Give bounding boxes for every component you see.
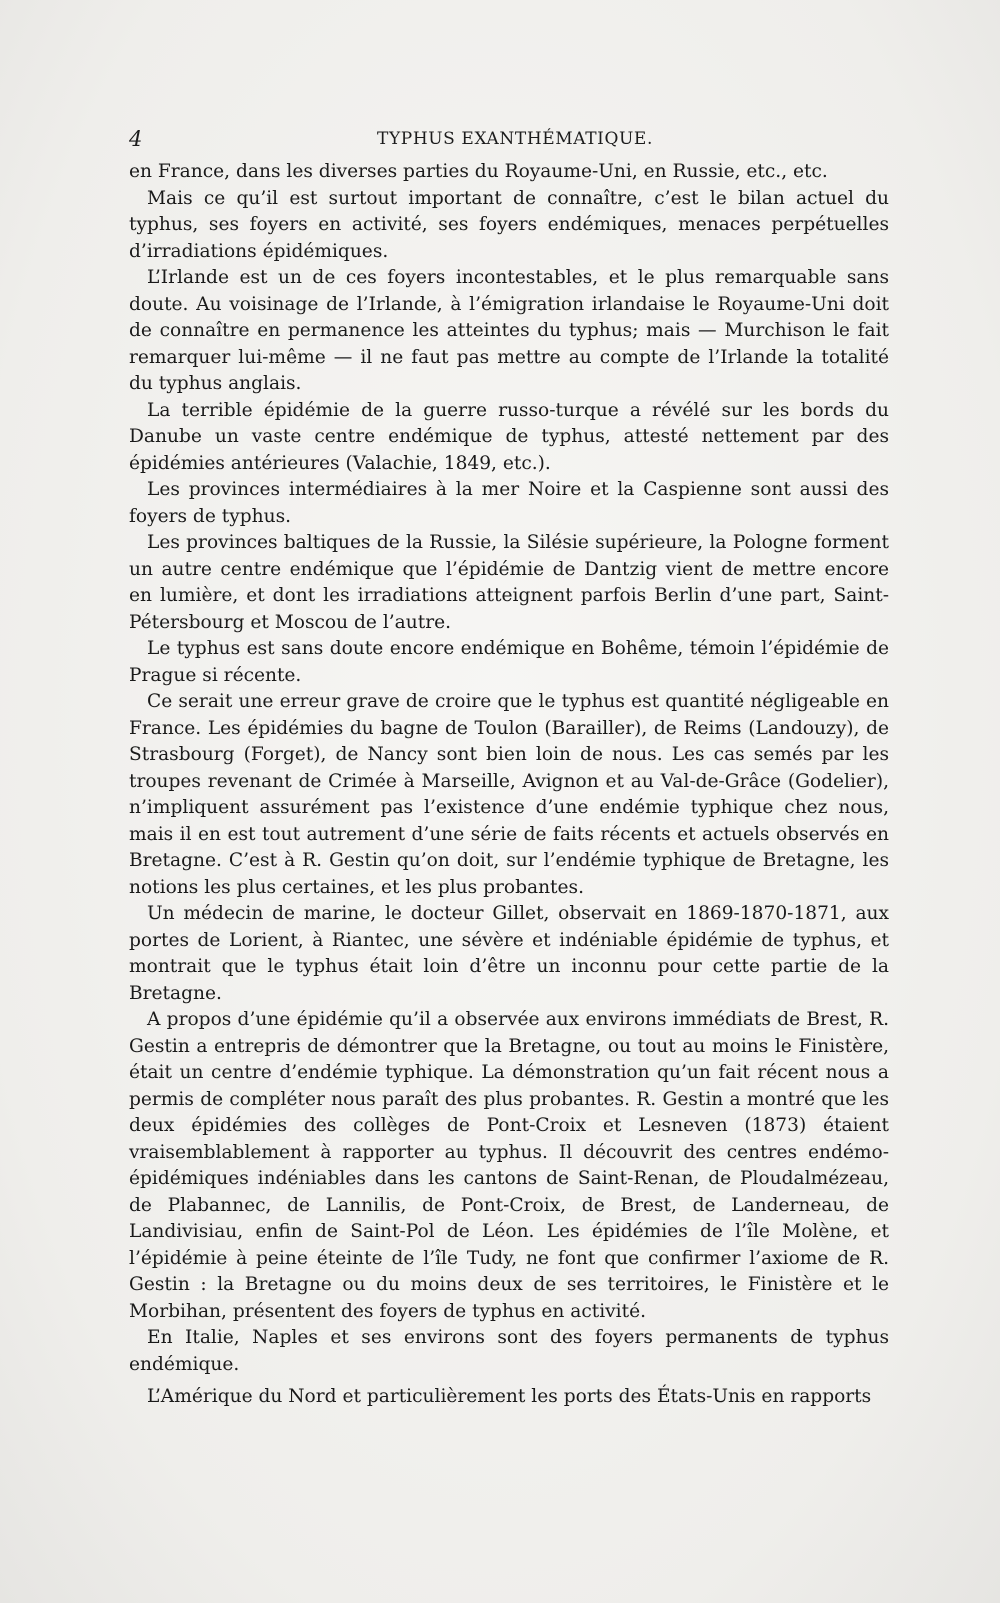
paragraph: L’Irlande est un de ces foyers incontestables, et le plus remarquable sans doute. Au voisinage de l’Irlande, à l’émigration irlandaise le Royaume-Uni doit de connaître en permanence les atteintes du typhus; mais — Murchison le fait remarquer lui-même — il ne faut pas mettre au compte de l’Irlande la totalité du typhus anglais. bbox=[129, 267, 889, 394]
paragraph: Le typhus est sans doute encore endémique en Bohême, témoin l’épidémie de Prague si récente. bbox=[129, 638, 889, 686]
paragraph: Les provinces intermédiaires à la mer Noire et la Caspienne sont aussi des foyers de typhus. bbox=[129, 479, 889, 527]
paragraph: Les provinces baltiques de la Russie, la Silésie supérieure, la Pologne forment un autre centre endémique que l’épidémie de Dantzig vient de mettre encore en lumière, et dont les irradiations atteignent parfois Berlin d’une part, Saint-Pétersbourg et Moscou de l’autre. bbox=[129, 532, 889, 633]
paragraph: L’Amérique du Nord et particulièrement les ports des États-Unis en rapports bbox=[147, 1386, 872, 1407]
page-number: 4 bbox=[129, 127, 143, 151]
paragraph: en France, dans les diverses parties du Royaume-Uni, en Russie, etc., etc. bbox=[129, 161, 828, 182]
paragraph: Ce serait une erreur grave de croire que le typhus est quantité négligeable en France. Les épidémies du bagne de Toulon (Barailler), de Reims (Landouzy), de Strasbourg (Forget), de Nancy sont bien loin de nous. Les cas semés par les troupes revenant de Crimée à Marseille, Avignon et au Val-de-Grâce (Godelier), n’impliquent assurément pas l’existence d’une endémie typhique chez nous, mais il en est tout autrement d’une série de faits récents et actuels observés en Bretagne. C’est à R. Gestin qu’on doit, sur l’endémie typhique de Bretagne, les notions les plus certaines, et les plus probantes. bbox=[129, 691, 889, 898]
paragraph: A propos d’une épidémie qu’il a observée aux environs immédiats de Brest, R. Gestin a entrepris de démontrer que la Bretagne, ou tout au moins le Finistère, était un centre d’endémie typhique. La démonstration qu’un fait récent nous a permis de compléter nous paraît des plus probantes. R. Gestin a montré que les deux épidémies des collèges de Pont-Croix et Lesneven (1873) étaient vraisemblablement à rapporter au typhus. Il découvrit des centres endémo-épidémiques indéniables dans les cantons de Saint-Renan, de Ploudalmézeau, de Plabannec, de Lannilis, de Pont-Croix, de Brest, de Landerneau, de Landivisiau, enfin de Saint-Pol de Léon. Les épidémies de l’île Molène, et l’épidémie à peine éteinte de l’île Tudy, ne font que confirmer l’axiome de R. Gestin : la Bretagne ou du moins deux de ses territoires, le Finistère et le Morbihan, présentent des foyers de typhus en activité. bbox=[129, 1009, 889, 1322]
paragraph: Mais ce qu’il est surtout important de connaître, c’est le bilan actuel du typhus, ses foyers en activité, ses foyers endémiques, menaces perpétuelles d’irradiations épidémiques. bbox=[129, 187, 889, 262]
running-title: TYPHUS EXANTHÉMATIQUE. bbox=[377, 129, 653, 149]
page-header bbox=[129, 127, 889, 155]
paragraph: La terrible épidémie de la guerre russo-turque a révélé sur les bords du Danube un vaste centre endémique de typhus, attesté nettement par des épidémies antérieures (Valachie, 1849, etc.). bbox=[129, 399, 889, 474]
body-text bbox=[129, 159, 889, 1411]
paragraph: En Italie, Naples et ses environs sont des foyers permanents de typhus endémique. bbox=[129, 1327, 889, 1375]
paragraph: Un médecin de marine, le docteur Gillet, observait en 1869-1870-1871, aux portes de Lorient, à Riantec, une sévère et indéniable épidémie de typhus, et montrait que le typhus était loin d’être un inconnu pour cette partie de la Bretagne. bbox=[129, 903, 889, 1004]
